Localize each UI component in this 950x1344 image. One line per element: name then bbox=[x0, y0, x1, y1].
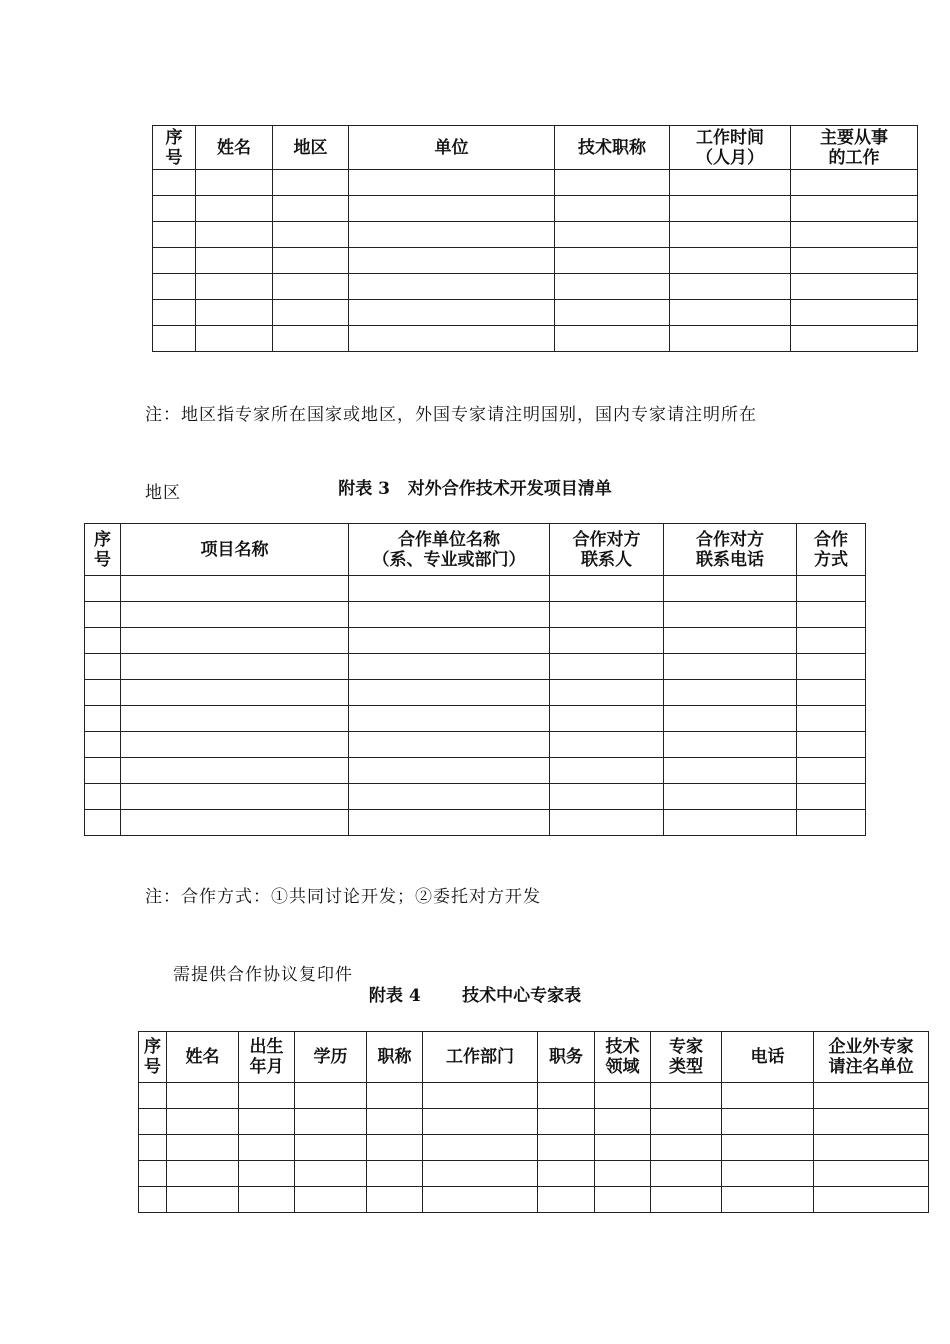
table-cell bbox=[555, 300, 670, 326]
table-cell bbox=[423, 1135, 538, 1161]
table-cell bbox=[367, 1187, 423, 1213]
table-cell bbox=[273, 222, 349, 248]
note-line: 注：地区指专家所在国家或地区，外国专家请注明国别，国内专家请注明所在 bbox=[145, 405, 757, 425]
table-cell bbox=[273, 196, 349, 222]
table-cell bbox=[367, 1109, 423, 1135]
table-cell bbox=[797, 628, 866, 654]
table-cell bbox=[273, 248, 349, 274]
table-row bbox=[153, 170, 918, 196]
table-cell bbox=[349, 300, 555, 326]
table-cell bbox=[423, 1083, 538, 1109]
table-cell bbox=[664, 680, 797, 706]
table-cell bbox=[423, 1161, 538, 1187]
column-header-label: 合作单位名称 （系、专业或部门） bbox=[372, 529, 526, 570]
table-cell bbox=[814, 1083, 929, 1109]
table-cell bbox=[722, 1187, 814, 1213]
cooperation-project-table bbox=[84, 523, 866, 836]
column-header bbox=[791, 126, 918, 170]
column-header bbox=[670, 126, 791, 170]
column-header bbox=[651, 1032, 722, 1083]
note-line: 需提供合作协议复印件 bbox=[173, 965, 353, 985]
table-row bbox=[85, 654, 866, 680]
table-cell bbox=[595, 1109, 651, 1135]
table-cell bbox=[196, 196, 273, 222]
table-cell bbox=[538, 1161, 595, 1187]
table-row bbox=[139, 1187, 929, 1213]
table-cell bbox=[797, 732, 866, 758]
table-cell bbox=[139, 1083, 167, 1109]
column-header bbox=[814, 1032, 929, 1083]
column-header bbox=[367, 1032, 423, 1083]
table-cell bbox=[85, 680, 121, 706]
column-header-label: 序 号 bbox=[144, 1037, 161, 1077]
column-header bbox=[273, 126, 349, 170]
table-header-row bbox=[153, 126, 918, 170]
table-cell bbox=[791, 170, 918, 196]
table-cell bbox=[651, 1135, 722, 1161]
table-cell bbox=[153, 170, 196, 196]
table-row bbox=[85, 706, 866, 732]
table-cell bbox=[121, 732, 349, 758]
column-header-label: 出生 年月 bbox=[249, 1037, 284, 1077]
table-cell bbox=[349, 274, 555, 300]
table-cell bbox=[153, 196, 196, 222]
table-cell bbox=[791, 222, 918, 248]
column-header-label: 姓名 bbox=[185, 1047, 220, 1067]
table-cell bbox=[797, 680, 866, 706]
column-header bbox=[797, 524, 866, 576]
table-row bbox=[139, 1109, 929, 1135]
column-header-label: 职务 bbox=[549, 1047, 583, 1067]
table-cell bbox=[651, 1161, 722, 1187]
table-header-row bbox=[85, 524, 866, 576]
table-cell bbox=[664, 732, 797, 758]
table-cell bbox=[550, 602, 664, 628]
table-cell bbox=[295, 1083, 367, 1109]
table-cell bbox=[85, 706, 121, 732]
table-cell bbox=[349, 654, 550, 680]
table-cell bbox=[153, 300, 196, 326]
table-cell bbox=[550, 680, 664, 706]
table-cell bbox=[670, 196, 791, 222]
column-header-label: 工作部门 bbox=[446, 1047, 514, 1067]
column-header-label: 地区 bbox=[293, 137, 328, 158]
table-cell bbox=[791, 300, 918, 326]
table-row bbox=[85, 784, 866, 810]
table-cell bbox=[367, 1135, 423, 1161]
table-cell bbox=[196, 170, 273, 196]
table-cell bbox=[555, 222, 670, 248]
table-cell bbox=[85, 784, 121, 810]
table-cell bbox=[664, 576, 797, 602]
table-cell bbox=[121, 680, 349, 706]
table-cell bbox=[349, 326, 555, 352]
table2-caption: 附表 3 对外合作技术开发项目清单 bbox=[338, 479, 612, 499]
table-cell bbox=[550, 576, 664, 602]
table-cell bbox=[814, 1135, 929, 1161]
table-cell bbox=[814, 1109, 929, 1135]
table-cell bbox=[273, 170, 349, 196]
table-row bbox=[85, 680, 866, 706]
table-cell bbox=[555, 248, 670, 274]
table-cell bbox=[167, 1083, 239, 1109]
table-cell bbox=[538, 1083, 595, 1109]
table-cell bbox=[85, 628, 121, 654]
table-cell bbox=[670, 222, 791, 248]
table-cell bbox=[239, 1161, 295, 1187]
table-cell bbox=[153, 248, 196, 274]
table-cell bbox=[167, 1187, 239, 1213]
table-cell bbox=[797, 758, 866, 784]
table-cell bbox=[595, 1187, 651, 1213]
table-cell bbox=[797, 810, 866, 836]
column-header-label: 技术职称 bbox=[578, 137, 646, 158]
table-cell bbox=[85, 576, 121, 602]
expert-table bbox=[152, 125, 918, 352]
table-header-row bbox=[139, 1032, 929, 1083]
column-header bbox=[664, 524, 797, 576]
table-cell bbox=[153, 274, 196, 300]
table-row bbox=[85, 732, 866, 758]
table-cell bbox=[121, 602, 349, 628]
table-row bbox=[153, 274, 918, 300]
column-header bbox=[538, 1032, 595, 1083]
column-header bbox=[239, 1032, 295, 1083]
table-cell bbox=[797, 602, 866, 628]
table-cell bbox=[349, 758, 550, 784]
column-header-label: 合作对方 联系人 bbox=[572, 529, 641, 570]
table-cell bbox=[349, 680, 550, 706]
table-cell bbox=[555, 196, 670, 222]
table-cell bbox=[664, 758, 797, 784]
table-cell bbox=[295, 1161, 367, 1187]
table-cell bbox=[791, 196, 918, 222]
table-cell bbox=[797, 576, 866, 602]
table-row bbox=[153, 222, 918, 248]
table-cell bbox=[239, 1135, 295, 1161]
table-cell bbox=[814, 1161, 929, 1187]
table-cell bbox=[85, 654, 121, 680]
column-header bbox=[349, 524, 550, 576]
table-cell bbox=[295, 1135, 367, 1161]
table-cell bbox=[423, 1109, 538, 1135]
table-cell bbox=[85, 810, 121, 836]
table-cell bbox=[555, 274, 670, 300]
table-cell bbox=[791, 326, 918, 352]
table-cell bbox=[664, 654, 797, 680]
column-header-label: 技术 领域 bbox=[605, 1037, 640, 1077]
column-header bbox=[423, 1032, 538, 1083]
table3-caption: 附表 4 技术中心专家表 bbox=[368, 986, 582, 1006]
table-row bbox=[85, 602, 866, 628]
table-cell bbox=[349, 222, 555, 248]
table-cell bbox=[797, 784, 866, 810]
table-cell bbox=[797, 706, 866, 732]
column-header bbox=[555, 126, 670, 170]
table-cell bbox=[670, 248, 791, 274]
table-cell bbox=[121, 628, 349, 654]
table-cell bbox=[423, 1187, 538, 1213]
table-cell bbox=[153, 326, 196, 352]
column-header bbox=[550, 524, 664, 576]
column-header-label: 工作时间 （人月） bbox=[696, 127, 764, 168]
table-cell bbox=[550, 758, 664, 784]
table-cell bbox=[121, 784, 349, 810]
table-cell bbox=[349, 576, 550, 602]
column-header bbox=[139, 1032, 167, 1083]
table-cell bbox=[595, 1135, 651, 1161]
column-header-label: 主要从事 的工作 bbox=[820, 127, 888, 168]
table-cell bbox=[349, 196, 555, 222]
table-row bbox=[153, 326, 918, 352]
table-cell bbox=[85, 732, 121, 758]
table-cell bbox=[295, 1109, 367, 1135]
table-cell bbox=[367, 1161, 423, 1187]
column-header bbox=[196, 126, 273, 170]
table-cell bbox=[814, 1187, 929, 1213]
column-header bbox=[153, 126, 196, 170]
table-cell bbox=[550, 628, 664, 654]
column-header-label: 企业外专家 请注名单位 bbox=[828, 1037, 914, 1077]
table-cell bbox=[167, 1135, 239, 1161]
table-cell bbox=[595, 1083, 651, 1109]
table-cell bbox=[349, 706, 550, 732]
column-header-label: 学历 bbox=[313, 1047, 348, 1067]
table-cell bbox=[196, 326, 273, 352]
column-header bbox=[85, 524, 121, 576]
table-cell bbox=[196, 300, 273, 326]
table-row bbox=[139, 1083, 929, 1109]
table-cell bbox=[121, 706, 349, 732]
table-cell bbox=[538, 1109, 595, 1135]
column-header bbox=[167, 1032, 239, 1083]
table-cell bbox=[670, 326, 791, 352]
table-cell bbox=[550, 654, 664, 680]
table-cell bbox=[670, 170, 791, 196]
table-cell bbox=[139, 1187, 167, 1213]
table-cell bbox=[196, 274, 273, 300]
table-cell bbox=[349, 602, 550, 628]
table-cell bbox=[555, 326, 670, 352]
table-cell bbox=[797, 654, 866, 680]
table-cell bbox=[85, 602, 121, 628]
note-line: 地区 bbox=[145, 483, 181, 503]
table-cell bbox=[139, 1161, 167, 1187]
table1-note bbox=[145, 350, 757, 532]
table-cell bbox=[791, 248, 918, 274]
table-cell bbox=[139, 1135, 167, 1161]
table-row bbox=[153, 300, 918, 326]
table-cell bbox=[273, 274, 349, 300]
table-cell bbox=[349, 732, 550, 758]
table-cell bbox=[722, 1109, 814, 1135]
table-cell bbox=[651, 1083, 722, 1109]
note-line: 注：合作方式：①共同讨论开发；②委托对方开发 bbox=[145, 887, 541, 907]
table-cell bbox=[722, 1135, 814, 1161]
table-row bbox=[85, 758, 866, 784]
table-cell bbox=[196, 222, 273, 248]
table-cell bbox=[550, 732, 664, 758]
column-header bbox=[595, 1032, 651, 1083]
table-row bbox=[139, 1161, 929, 1187]
table-cell bbox=[791, 274, 918, 300]
column-header-label: 序 号 bbox=[165, 127, 183, 168]
table-cell bbox=[664, 628, 797, 654]
column-header-label: 职称 bbox=[377, 1047, 412, 1067]
column-header bbox=[121, 524, 349, 576]
table-cell bbox=[538, 1135, 595, 1161]
table-cell bbox=[239, 1187, 295, 1213]
table-row bbox=[85, 628, 866, 654]
table-cell bbox=[538, 1187, 595, 1213]
column-header-label: 合作 方式 bbox=[814, 529, 848, 570]
table-cell bbox=[121, 576, 349, 602]
column-header-label: 单位 bbox=[434, 137, 469, 158]
table-cell bbox=[349, 170, 555, 196]
table-cell bbox=[550, 784, 664, 810]
column-header-label: 专家 类型 bbox=[669, 1037, 703, 1077]
column-header-label: 项目名称 bbox=[200, 539, 269, 560]
table-cell bbox=[722, 1083, 814, 1109]
table-cell bbox=[167, 1161, 239, 1187]
table-cell bbox=[664, 784, 797, 810]
column-header-label: 序 号 bbox=[94, 529, 111, 570]
table-cell bbox=[722, 1161, 814, 1187]
table-cell bbox=[139, 1109, 167, 1135]
table-cell bbox=[550, 810, 664, 836]
table-cell bbox=[239, 1109, 295, 1135]
table-cell bbox=[664, 602, 797, 628]
column-header-label: 姓名 bbox=[217, 137, 251, 158]
table-cell bbox=[167, 1109, 239, 1135]
table-cell bbox=[153, 222, 196, 248]
table-cell bbox=[550, 706, 664, 732]
table-cell bbox=[273, 326, 349, 352]
table-cell bbox=[664, 706, 797, 732]
table-cell bbox=[196, 248, 273, 274]
table-cell bbox=[273, 300, 349, 326]
column-header-label: 电话 bbox=[750, 1047, 785, 1067]
table-cell bbox=[295, 1187, 367, 1213]
table-cell bbox=[670, 300, 791, 326]
table-cell bbox=[349, 248, 555, 274]
table-cell bbox=[349, 784, 550, 810]
table-row bbox=[85, 576, 866, 602]
table-cell bbox=[670, 274, 791, 300]
table-cell bbox=[651, 1109, 722, 1135]
table-cell bbox=[595, 1161, 651, 1187]
column-header bbox=[349, 126, 555, 170]
table-row bbox=[153, 196, 918, 222]
table-cell bbox=[349, 628, 550, 654]
table-cell bbox=[651, 1187, 722, 1213]
column-header bbox=[722, 1032, 814, 1083]
table-cell bbox=[121, 654, 349, 680]
table-row bbox=[153, 248, 918, 274]
table-cell bbox=[367, 1083, 423, 1109]
table-row bbox=[139, 1135, 929, 1161]
table-cell bbox=[555, 170, 670, 196]
table-cell bbox=[85, 758, 121, 784]
table-cell bbox=[121, 758, 349, 784]
column-header bbox=[295, 1032, 367, 1083]
column-header-label: 合作对方 联系电话 bbox=[696, 529, 764, 570]
table-cell bbox=[664, 810, 797, 836]
table-cell bbox=[239, 1083, 295, 1109]
tech-center-expert-table bbox=[138, 1031, 929, 1213]
